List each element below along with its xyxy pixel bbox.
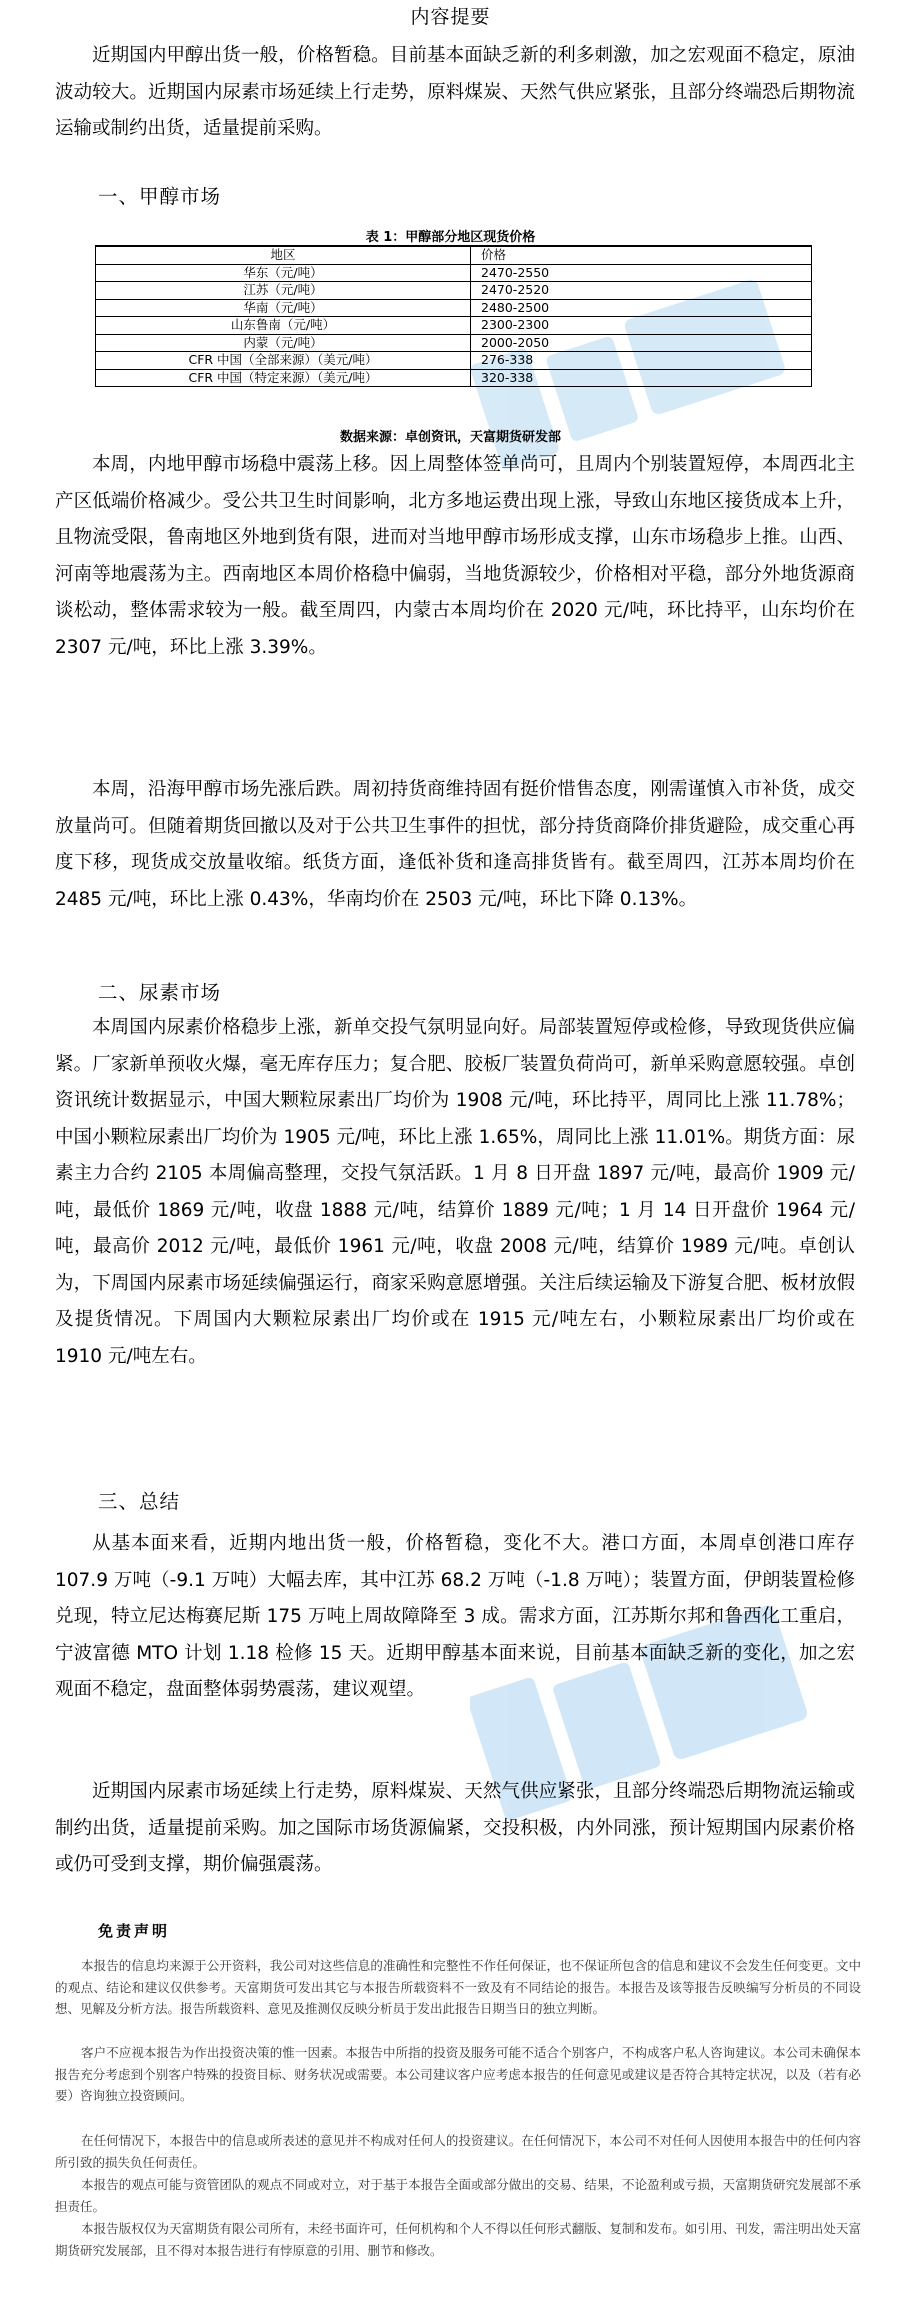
price-cell: 2470-2550 xyxy=(471,264,812,282)
table-row xyxy=(96,299,812,317)
table-header-price: 价格 xyxy=(471,246,812,264)
price-cell: 2300-2300 xyxy=(471,317,812,335)
price-cell: 2480-2500 xyxy=(471,299,812,317)
disclaimer-paragraph: 本报告的信息均来源于公开资料，我公司对这些信息的准确性和完整性不作任何保证，也不保证所包含的信息和建议不会发生任何变更。文中的观点、结论和建议仅供参考。天富期货可发出其它与本报告所载资料不一致及有不同结论的报告。本报告及该等报告反映编写分析员的不同设想、见解及分析方法。报告所载资料、意见及推测仅反映分析员于发出此报告日期当日的独立判断。 xyxy=(55,1958,861,2017)
price-cell: 2470-2520 xyxy=(471,282,812,300)
region-cell: CFR 中国（全部来源）（美元/吨） xyxy=(96,352,471,370)
urea-paragraph: 本周国内尿素价格稳步上涨，新单交投气氛明显向好。局部装置短停或检修，导致现货供应偏紧。厂家新单预收火爆，毫无库存压力；复合肥、胶板厂装置负荷尚可，新单采购意愿较强。卓创资讯统计数据显示，中国大颗粒尿素出厂均价为 1908 元/吨，环比持平，周同比上涨 11.78%；中国小颗粒尿素出厂均价为 1905 元/吨，环比上涨 1.65%，周同比上涨 11.01%。期货方面：尿素主力合约 2105 本周偏高整理，交投气氛活跃。1 月 8 日开盘 1897 元/吨，最高价 1909 元/吨，最低价 1869 元/吨，收盘 1888 元/吨，结算价 1889 元/吨；1 月 14 日开盘价 1964 元/吨，最高价 2012 元/吨，最低价 1961 元/吨，收盘 2008 元/吨，结算价 1989 元/吨。卓创认为，下周国内尿素市场延续偏强运行，商家采购意愿增强。关注后续运输及下游复合肥、板材放假及提货情况。下周国内大颗粒尿素出厂均价或在 1915 元/吨左右，小颗粒尿素出厂均价或在 1910 元/吨左右。 xyxy=(55,1017,855,1367)
price-cell: 320-338 xyxy=(471,369,812,387)
methanol-inland-paragraph: 本周，内地甲醇市场稳中震荡上移。因上周整体签单尚可，且周内个别装置短停，本周西北主产区低端价格减少。受公共卫生时间影响，北方多地运费出现上涨，导致山东地区接货成本上升，且物流受限，鲁南地区外地到货有限，进而对当地甲醇市场形成支撑，山东市场稳步上推。山西、河南等地震荡为主。西南地区本周价格稳中偏弱，当地货源较少，价格相对平稳，部分外地货源商谈松动，整体需求较为一般。截至周四，内蒙古本周均价在 2020 元/吨，环比持平，山东均价在 2307 元/吨，环比上涨 3.39%。 xyxy=(55,454,855,658)
region-cell: 江苏（元/吨） xyxy=(96,282,471,300)
region-cell: 山东鲁南（元/吨） xyxy=(96,317,471,335)
disclaimer-paragraph: 客户不应视本报告为作出投资决策的惟一因素。本报告中所指的投资及服务可能不适合个别客户，不构成客户私人咨询建议。本公司未确保本报告充分考虑到个别客户特殊的投资目标、财务状况或需要。本公司建议客户应考虑本报告的任何意见或建议是否符合其特定状况，以及（若有必要）咨询独立投资顾问。 xyxy=(55,2045,861,2104)
region-cell: 华东（元/吨） xyxy=(96,264,471,282)
table-row xyxy=(96,369,812,387)
summary-paragraph: 近期国内甲醇出货一般，价格暂稳。目前基本面缺乏新的利多刺激，加之宏观面不稳定，原油波动较大。近期国内尿素市场延续上行走势，原料煤炭、天然气供应紧张，且部分终端恐后期物流运输或制约出货，适量提前采购。 xyxy=(55,45,855,139)
table-header-row xyxy=(96,246,812,264)
table-row xyxy=(96,264,812,282)
price-cell: 276-338 xyxy=(471,352,812,370)
methanol-price-table xyxy=(95,245,812,387)
region-cell: 华南（元/吨） xyxy=(96,299,471,317)
region-cell: 内蒙（元/吨） xyxy=(96,334,471,352)
table-row xyxy=(96,352,812,370)
summary-methanol-paragraph: 从基本面来看，近期内地出货一般，价格暂稳，变化不大。港口方面，本周卓创港口库存 107.9 万吨（-9.1 万吨）大幅去库，其中江苏 68.2 万吨（-1.8 万吨）；装置方面，伊朗装置检修兑现，特立尼达梅赛尼斯 175 万吨上周故障降至 3 成。需求方面，江苏斯尔邦和鲁西化工重启，宁波富德 MTO 计划 1.18 检修 15 天。近期甲醇基本面来说，目前基本面缺乏新的变化，加之宏观面不稳定，盘面整体弱势震荡，建议观望。 xyxy=(55,1533,855,1700)
table-header-region: 地区 xyxy=(96,246,471,264)
section-heading-summary: 三、总结 xyxy=(98,1490,181,1513)
section-heading-methanol: 一、甲醇市场 xyxy=(98,185,222,208)
disclaimer-paragraph: 本报告版权仅为天富期货有限公司所有，未经书面许可，任何机构和个人不得以任何形式翻版、复制和发布。如引用、刊发，需注明出处天富期货研究发展部，且不得对本报告进行有悖原意的引用、删节和修改。 xyxy=(55,2221,861,2258)
section-heading-urea: 二、尿素市场 xyxy=(98,981,222,1004)
table-row xyxy=(96,317,812,335)
disclaimer-paragraph: 本报告的观点可能与资管团队的观点不同或对立，对于基于本报告全面或部分做出的交易、结果，不论盈利或亏损，天富期货研究发展部不承担责任。 xyxy=(55,2177,861,2214)
region-cell: CFR 中国（特定来源）（美元/吨） xyxy=(96,369,471,387)
methanol-coastal-paragraph: 本周，沿海甲醇市场先涨后跌。周初持货商维持固有挺价惜售态度，刚需谨慎入市补货，成交放量尚可。但随着期货回撤以及对于公共卫生事件的担忧，部分持货商降价排货避险，成交重心再度下移，现货成交放量收缩。纸货方面，逢低补货和逢高排货皆有。截至周四，江苏本周均价在 2485 元/吨，环比上涨 0.43%，华南均价在 2503 元/吨，环比下降 0.13%。 xyxy=(55,779,855,910)
price-cell: 2000-2050 xyxy=(471,334,812,352)
disclaimer-title: 免责声明 xyxy=(98,1922,171,1940)
page-title: 内容提要 xyxy=(410,6,491,28)
summary-urea-paragraph: 近期国内尿素市场延续上行走势，原料煤炭、天然气供应紧张，且部分终端恐后期物流运输或制约出货，适量提前采购。加之国际市场货源偏紧，交投积极，内外同涨，预计短期国内尿素价格或仍可受到支撑，期价偏强震荡。 xyxy=(55,1781,855,1875)
table-caption: 表 1：甲醇部分地区现货价格 xyxy=(365,230,536,245)
disclaimer-paragraph: 在任何情况下，本报告中的信息或所表述的意见并不构成对任何人的投资建议。在任何情况下，本公司不对任何人因使用本报告中的任何内容所引致的损失负任何责任。 xyxy=(55,2133,861,2170)
table-row xyxy=(96,334,812,352)
table-source: 数据来源：卓创资讯，天富期货研发部 xyxy=(339,430,561,445)
table-row xyxy=(96,282,812,300)
